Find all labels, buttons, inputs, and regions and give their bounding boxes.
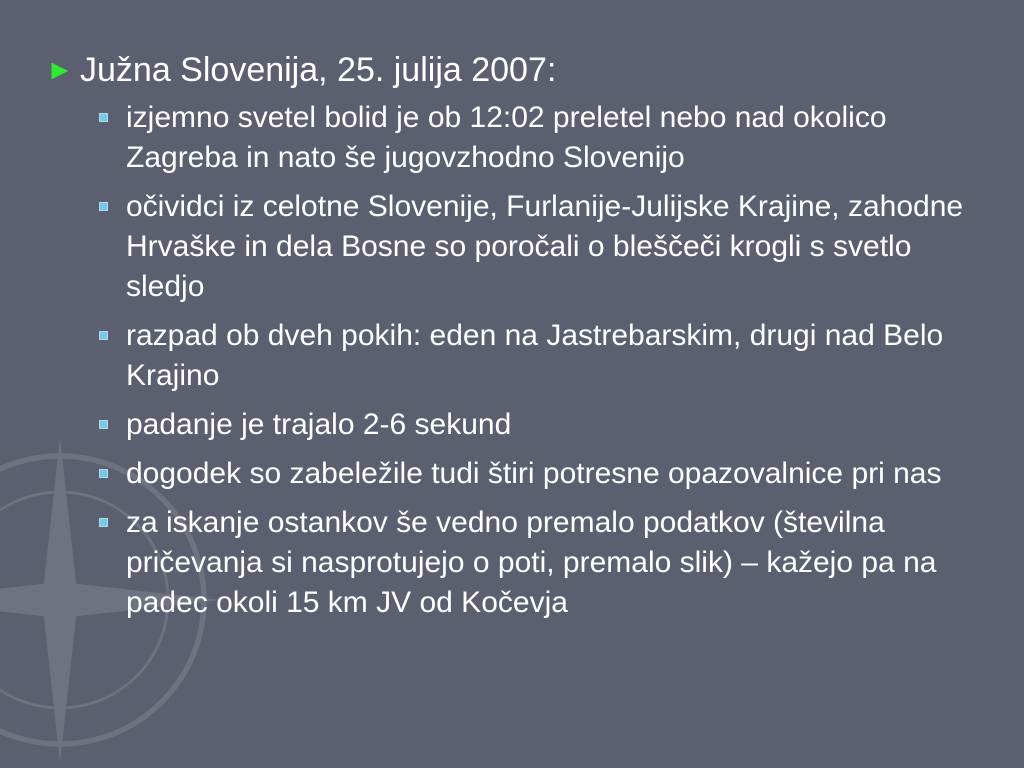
heading-line bbox=[46, 48, 996, 92]
list-item-text: dogodek so zabeležile tudi štiri potresne opazovalnice pri nas bbox=[126, 457, 942, 490]
slide-heading: Južna Slovenija, 25. julija 2007: bbox=[80, 51, 557, 89]
square-bullet-icon bbox=[96, 503, 126, 543]
triangle-right-icon: ► bbox=[46, 54, 74, 85]
bullet-list bbox=[46, 98, 996, 623]
square-bullet-icon bbox=[96, 187, 126, 227]
list-item-text: izjemno svetel bolid je ob 12:02 preletel nebo nad okolico Zagreba in nato še jugovzhodno Slovenijo bbox=[126, 101, 887, 174]
list-item-text: očividci iz celotne Slovenije, Furlanije-Julijske Krajine, zahodne Hrvaške in dela Bosne so poročali o bleščeči krogli s svetlo sledjo bbox=[126, 190, 964, 303]
square-bullet-icon bbox=[96, 405, 126, 445]
square-bullet-icon bbox=[96, 98, 126, 138]
list-item bbox=[96, 454, 996, 494]
square-bullet-icon bbox=[96, 316, 126, 356]
list-item bbox=[96, 405, 996, 445]
list-item bbox=[96, 98, 996, 178]
list-item bbox=[96, 503, 996, 623]
list-item-text: padanje je trajalo 2-6 sekund bbox=[126, 408, 512, 441]
square-bullet-icon bbox=[96, 454, 126, 494]
list-item-text: razpad ob dveh pokih: eden na Jastrebarskim, drugi nad Belo Krajino bbox=[126, 319, 944, 392]
list-item-text: za iskanje ostankov še vedno premalo podatkov (številna pričevanja si nasprotujejo o poti, premalo slik) – kažejo pa na padec okoli 15 km JV od Kočevja bbox=[126, 506, 937, 619]
list-item bbox=[96, 187, 996, 307]
slide-content bbox=[46, 48, 996, 632]
list-item bbox=[96, 316, 996, 396]
